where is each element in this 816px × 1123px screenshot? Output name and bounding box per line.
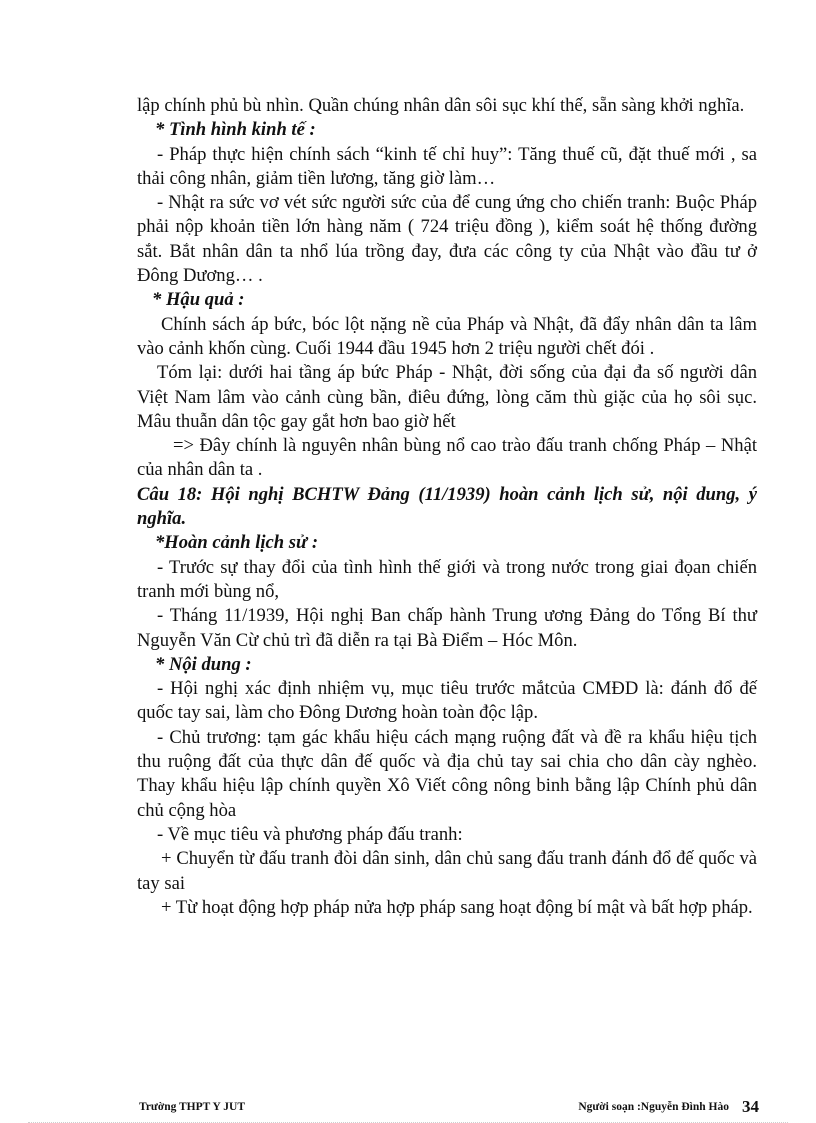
footer-school: Trường THPT Y JUT — [139, 1101, 246, 1113]
section-heading-context: *Hoàn cảnh lịch sử : — [155, 532, 319, 554]
paragraph: Tóm lại: dưới hai tầng áp bức Pháp - Nhật, đời sống của đại đa số người dân Việt Nam lâm vào cảnh cùng bần, điêu đứng, lòng căm thù giặc của họ sôi sục. Mâu thuẫn dân tộc gay gắt hơn bao giờ hết — [137, 362, 757, 432]
paragraph: - Hội nghị xác định nhiệm vụ, mục tiêu trước mắtcủa CMĐD là: đánh đổ đế quốc tay sai, làm cho Đông Dương hoàn toàn độc lập. — [137, 678, 757, 724]
paragraph: + Từ hoạt động hợp pháp nửa hợp pháp sang hoạt động bí mật và bất hợp pháp. — [161, 896, 753, 918]
paragraph: lập chính phủ bù nhìn. Quần chúng nhân dân sôi sục khí thế, sẵn sàng khởi nghĩa. — [137, 95, 745, 116]
footer-author: Người soạn :Nguyễn Đình Hào — [578, 1101, 729, 1113]
paragraph: - Trước sự thay đổi của tình hình thế giới và trong nước trong giai đọan chiến tranh mới bùng nổ, — [137, 556, 757, 602]
paragraph: - Về mục tiêu và phương pháp đấu tranh: — [157, 823, 463, 845]
section-heading-content: * Nội dung : — [155, 653, 252, 675]
section-heading-economy: * Tình hình kinh tế : — [155, 119, 316, 141]
paragraph: - Chủ trương: tạm gác khẩu hiệu cách mạng ruộng đất và đề ra khẩu hiệu tịch thu ruộng đất của thực dân đế quốc và địa chủ tay sai chia cho dân cày nghèo. Thay khẩu hiệu lập chính quyền Xô Viết công nông binh bằng lập Chính phủ dân chủ cộng hòa — [137, 726, 757, 821]
paragraph: - Tháng 11/1939, Hội nghị Ban chấp hành Trung ương Đảng do Tổng Bí thư Nguyễn Văn Cừ chủ trì đã diễn ra tại Bà Điểm – Hóc Môn. — [137, 605, 757, 651]
section-heading-consequence: * Hậu quả : — [152, 289, 245, 311]
paragraph: => Đây chính là nguyên nhân bùng nổ cao trào đấu tranh chống Pháp – Nhật của nhân dân ta . — [137, 435, 757, 481]
page-footer — [137, 1097, 759, 1117]
page-number: 34 — [742, 1097, 759, 1116]
paragraph: - Nhật ra sức vơ vét sức người sức của để cung ứng cho chiến tranh: Buộc Pháp phải nộp khoản tiền lớn hàng năm ( 724 triệu đồng ), kiểm soát hệ thống đường sắt. Bắt nhân dân ta nhổ lúa trồng đay, đưa các công ty của Nhật vào đầu tư ở Đông Dương… . — [137, 192, 757, 287]
paragraph: Chính sách áp bức, bóc lột nặng nề của Pháp và Nhật, đã đẩy nhân dân ta lâm vào cảnh khốn cùng. Cuối 1944 đầu 1945 hơn 2 triệu người chết đói . — [137, 313, 757, 359]
document-page — [137, 94, 757, 920]
question-title: Câu 18: Hội nghị BCHTW Đảng (11/1939) hoàn cảnh lịch sử, nội dung, ý nghĩa. — [137, 483, 757, 530]
paragraph: - Pháp thực hiện chính sách “kinh tế chỉ huy”: Tăng thuế cũ, đặt thuế mới , sa thải công nhân, giảm tiền lương, tăng giờ làm… — [137, 143, 757, 189]
paragraph: + Chuyển từ đấu tranh đòi dân sinh, dân chủ sang đấu tranh đánh đổ đế quốc và tay sai — [137, 848, 757, 894]
